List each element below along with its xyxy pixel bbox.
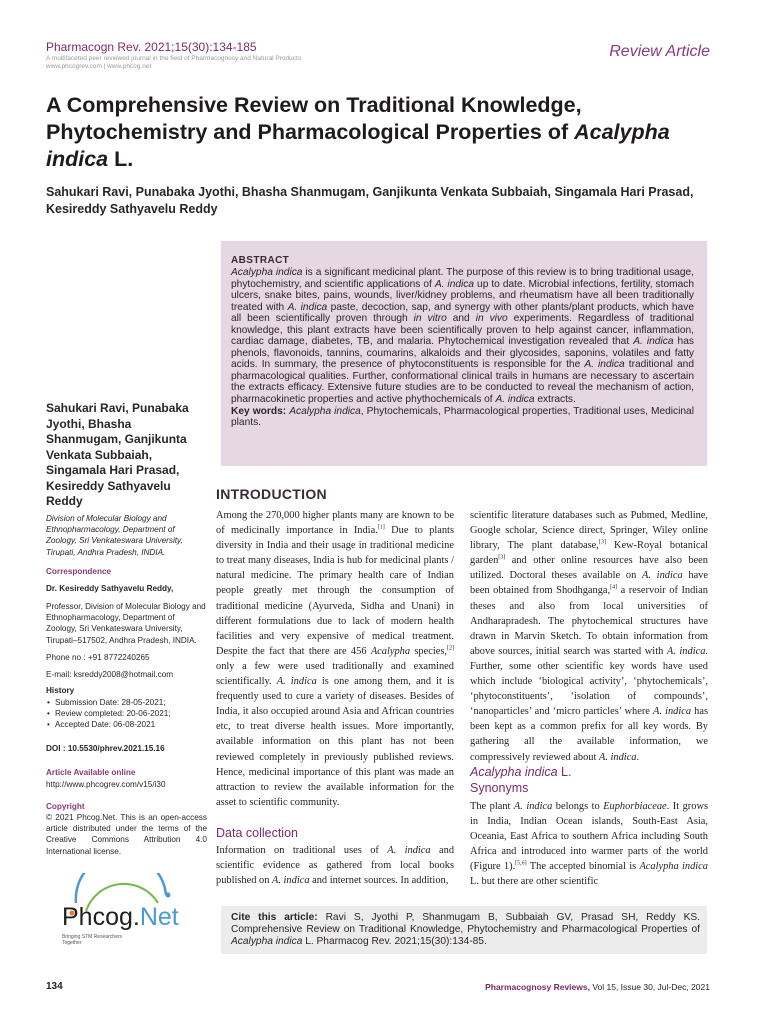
text-run: and other online resources have also been utilized. Doctoral theses available on — [470, 555, 708, 582]
footer-journal-info — [485, 982, 710, 992]
text-run: . It grows in India, Indian Ocean islands, South-East Asia, Oceania, East Africa to southern Africa including South Africa and introduced into warmer parts of the world (Figure 1). — [470, 801, 708, 873]
text-run: a reservoir of Indian theses and also from local universities of Andharapradesh. The phytochemical structures have drawn in Marvin Sketch. To obtain information from above sources, initial search was started with — [470, 585, 708, 657]
text-run: extracts. — [534, 394, 576, 406]
author-list: Sahukari Ravi, Punabaka Jyothi, Bhasha Shanmugam, Ganjikunta Venkata Subbaiah, Singamala Hari Prasad, Kesireddy Sathyavelu Reddy — [46, 185, 694, 216]
italic-term: in vitro — [413, 313, 447, 325]
citation-ref[interactable]: [5,6] — [515, 860, 527, 867]
text-run: Due to plants diversity in India and their usage in traditional medicine to treat many diseases, India is hub for medicinal plants / natural medicine. The primary health care of Indian people greatly met through the consumption of traditional medicine (Ayurveda, Sidha and Unani) in different formulations due to lack of modern health facilities and very expensive of medical treatment. Despite the fact that there are 456 — [216, 525, 454, 657]
italic-term: A. indica — [495, 394, 535, 406]
italic-term: A. indica — [642, 570, 683, 582]
keywords-text — [231, 406, 694, 429]
text-run: . Further, some other scientific key words have used which include ‘biological activity’, ‘phytochemicals’, ‘phytoconstituents’, ‘isolation of compounds’, ‘nanoparticles’ and ‘micro particles’ where — [470, 645, 709, 718]
citation-ref[interactable]: [3] — [498, 554, 506, 561]
italic-term: A. indica — [387, 845, 431, 856]
text-run: has been kept as a common prefix for all key words. By gathering all the available information, we compressively reviewed about — [470, 706, 709, 763]
doi[interactable]: DOI : 10.5530/phrev.2021.15.16 — [46, 744, 165, 753]
italic-term: A. indica — [513, 801, 553, 812]
abstract-heading: ABSTRACT — [231, 255, 290, 266]
copyright-text: © 2021 Phcog.Net. This is an open-access article distributed under the terms of the Creative Commons Attribution 4.0 International license. — [46, 813, 207, 856]
data-collection-paragraph — [216, 843, 454, 888]
article-title — [46, 92, 726, 173]
abstract-body — [231, 267, 694, 429]
logo-dot-text: . — [132, 903, 140, 931]
text-run: Ravi S, Jyothi P, Shanmugam B, Subbaiah GV, Prasad SH, Reddy KS. Comprehensive Review on Traditional Knowledge, Phytochemistry and Pharmacological Properties of — [231, 912, 700, 935]
italic-term: Acalypha indica — [289, 405, 361, 417]
text-run: and — [446, 313, 476, 325]
phone-number: Phone no : +91 8772240265 — [46, 653, 150, 662]
text-run: species, — [410, 645, 447, 657]
data-collection-heading: Data collection — [216, 826, 298, 840]
acalypha-heading-species: Acalypha indica — [470, 765, 558, 779]
title-species: Acalypha indica — [46, 120, 670, 171]
correspondence-heading: Correspondence — [46, 567, 112, 576]
italic-term: Acalypha indica — [639, 861, 708, 873]
introduction-paragraph-continued — [470, 508, 708, 765]
italic-term: Acalypha indica — [231, 936, 303, 947]
logo-tagline: Bringing STM Researchers Together — [62, 934, 123, 946]
introduction-paragraph — [216, 508, 454, 810]
italic-term: A. indica — [272, 875, 310, 887]
history-item: • Accepted Date: 06-08-2021 — [46, 719, 206, 730]
introduction-heading: INTRODUCTION — [216, 486, 327, 502]
keywords-label: Key words: — [231, 405, 290, 417]
text-run: belongs to — [552, 801, 604, 812]
text-run: only a few were used traditionally and examined scientifically. — [216, 660, 454, 688]
citation-ref[interactable]: [1] — [377, 524, 385, 531]
correspondent-name: Dr. Kesireddy Sathyavelu Reddy, — [46, 584, 174, 593]
sidebar-authors: Sahukari Ravi, Punabaka Jyothi, Bhasha Shanmugam, Ganjikunta Venkata Subbaiah, Singamala Hari Prasad, Kesireddy Sathyavelu Reddy — [46, 401, 189, 508]
text-run: L. Pharmacog Rev. 2021;15(30):134-85. — [302, 936, 487, 947]
logo-wordmark — [62, 903, 179, 932]
italic-term: A. indica — [584, 359, 625, 371]
text-run: Kew-Royal botanical garden — [470, 540, 708, 567]
text-run: and scientific evidence as gathered from local books published on — [216, 845, 455, 887]
synonyms-paragraph — [470, 799, 708, 890]
text-run: is one among them, and it is frequently used to cure a variety of diseases. Besides of India, it also occupied around Asia and African countries etc, to treat diverse health issues. More importantly, available information on this plant has not been reviewed completely in previously published reviews. Hence, medicinal importance of this plant was made an attraction to review the available information for the asset to scientific community. — [216, 676, 455, 808]
citation-ref[interactable]: [3] — [598, 539, 606, 546]
text-run: and internet sources. In addition, — [309, 875, 449, 887]
journal-websites[interactable]: www.phcogrev.com | www.phcog.net — [46, 63, 152, 70]
text-run: Among the 270,000 higher plants many are known to be of medicinally importance in India. — [216, 510, 454, 537]
synonyms-heading: Synonyms — [470, 781, 529, 795]
italic-term: A. indica — [287, 301, 328, 313]
history-heading: History — [46, 686, 75, 695]
citation-ref[interactable]: [4] — [610, 585, 618, 591]
history-list — [46, 697, 206, 731]
footer-issue: Vol 15, Issue 30, Jul-Dec, 2021 — [589, 982, 710, 992]
title-suffix: L. — [108, 147, 134, 171]
logo-net-text: Net — [139, 903, 179, 931]
journal-tagline: A multifaceted peer reviewed journal in the field of Pharmacognosy and Natural Products — [46, 55, 302, 62]
footer-journal-name: Pharmacognosy Reviews, — [485, 982, 590, 992]
text-run: paste, decoction, sap, and synergy with other plants/plant products, which have all been scientifically proven through — [231, 301, 694, 325]
italic-term: A. indica — [633, 336, 674, 348]
text-run: traditional and pharmacological qualities. Further, conformational clinical trails in humans are necessary to ascertain the extracts efficacy. Extensive future studies are to be conducted to reveal the mechanism of action, pharmacokinetic properties and active phythochemicals of — [231, 359, 694, 406]
history-item: • Review completed: 20-06-2021; — [46, 708, 206, 719]
logo-main-text: Phcog — [62, 903, 133, 931]
text-run: Information on traditional uses of — [216, 845, 388, 856]
correspondent-details: Professor, Division of Molecular Biology and Ethnopharmacology, Department of Zoology, Sri Venkateswara University, Tirupati–517502, Andhra Pradesh, INDIA. — [46, 602, 206, 645]
italic-term: Acalypha indica — [231, 267, 303, 278]
citation-label: Cite this article: — [231, 912, 326, 923]
citation-text — [231, 912, 700, 948]
journal-citation: Pharmacogn Rev. 2021;15(30):134-185 — [46, 40, 257, 54]
citation-ref[interactable]: [2] — [447, 645, 454, 652]
text-run: up to date. Microbial infections, fertility, stomach ulcers, snake bites, pains, wounds, liver/kidney problems, and rheumatism have all been traditionally treated with — [231, 278, 695, 313]
email-address[interactable]: E-mail: ksreddy2008@hotmail.com — [46, 670, 174, 679]
text-run: scientific literature databases such as Pubmed, Medline, Google scholar, Science direct, Springer, Wiley online library, The plant database, — [470, 510, 708, 552]
article-type: Review Article — [609, 43, 710, 60]
italic-term: Euphorbiaceae — [603, 801, 667, 812]
italic-term: A. indica — [276, 676, 317, 688]
title-part1: A Comprehensive Review on Traditional Knowledge, Phytochemistry and Pharmacological Properties of — [46, 93, 582, 144]
italic-term: A. indica — [598, 751, 637, 763]
italic-term: in vivo — [475, 313, 508, 325]
logo-dot-blue — [166, 893, 171, 898]
italic-term: A. indica — [653, 706, 692, 718]
text-run: L. but there are other scientific — [470, 876, 599, 888]
text-run: . — [636, 751, 640, 763]
italic-term: A. indica — [666, 645, 706, 657]
text-run: experiments. Regardless of traditional knowledge, this plant extracts have been scientifically proven to help against cancer, inflammation, cardiac damage, diabetes, TB, and malaria. Phytochemical investigation revealed that — [231, 313, 694, 348]
italic-term: A. indica — [434, 278, 475, 290]
text-run: have been obtained from Shodhganga, — [470, 570, 708, 597]
affiliation: Division of Molecular Biology and Ethnopharmacology, Department of Zoology, Sri Venkateswara University, Tirupati, Andhra Pradesh, INDIA. — [46, 514, 183, 557]
acalypha-heading-suffix: L. — [557, 765, 572, 779]
article-online-heading: Article Available online — [46, 768, 136, 777]
text-run: , Phytochemicals, Pharmacological properties, Traditional uses, Medicinal plants. — [231, 405, 694, 429]
italic-term: Acalypha — [370, 645, 411, 657]
copyright-heading: Copyright — [46, 802, 85, 811]
article-url-link[interactable]: http://www.phcogrev.com/v15/i30 — [46, 780, 166, 789]
text-run: has phenols, flavonoids, tannins, coumarins, alkaloids and their glycosides, saponins, volatiles and fatty acids. In summary, the presence of phytoconstituents is responsible for the — [231, 336, 694, 371]
history-item: • Submission Date: 28-05-2021; — [46, 697, 206, 708]
page-number: 134 — [46, 981, 63, 992]
acalypha-heading — [470, 765, 571, 779]
text-run: The accepted binomial is — [526, 861, 640, 873]
text-run: is a significant medicinal plant. The purpose of this review is to bring traditional usage, phytochemistry, and scientific applications of — [231, 267, 694, 290]
logo-arc-blue — [76, 873, 166, 903]
abstract-text — [231, 267, 694, 405]
text-run: The plant — [470, 801, 514, 812]
